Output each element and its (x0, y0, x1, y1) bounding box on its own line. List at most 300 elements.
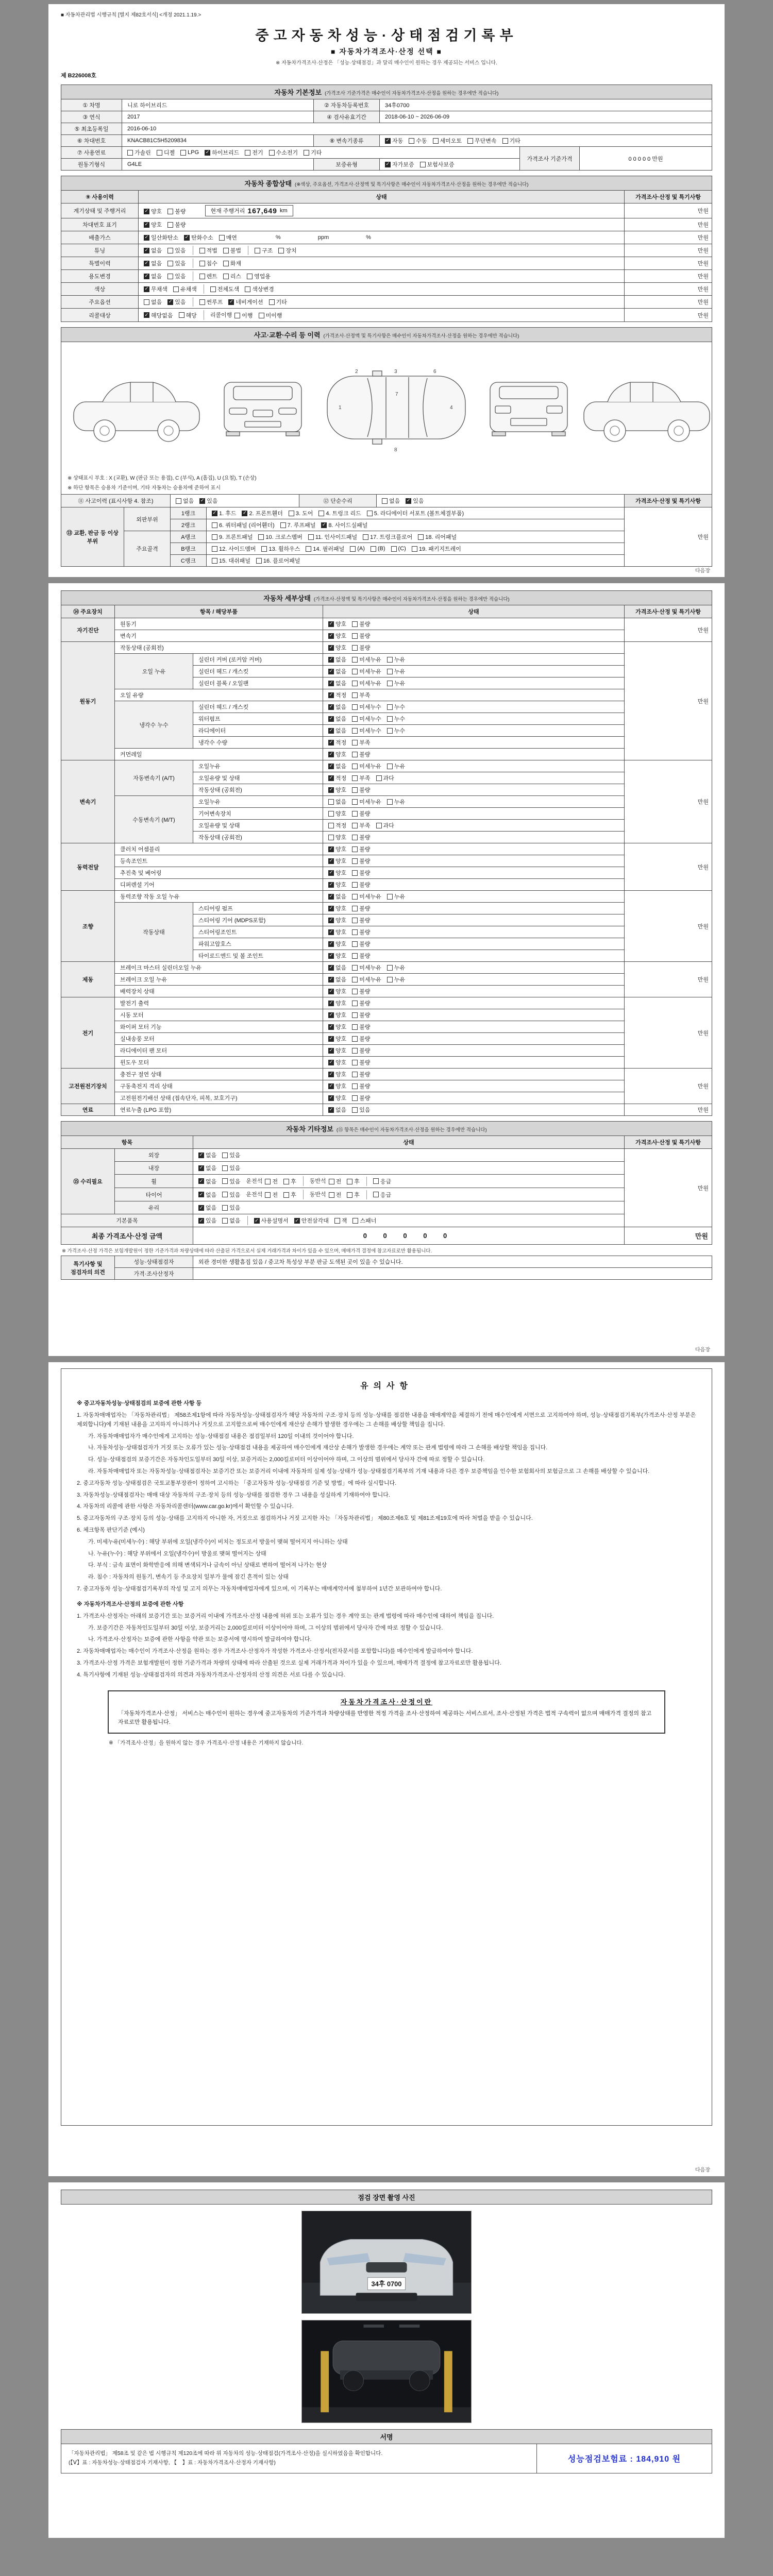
checkbox-unchecked-icon (367, 511, 373, 516)
checkbox-unchecked-icon (352, 918, 358, 923)
base-price-label: 가격조사 기준가격 (520, 147, 580, 171)
warranty-options (380, 159, 520, 171)
usage-item-label: 차대번호 표기 (61, 218, 139, 231)
status-checks (193, 1214, 625, 1227)
document-subtitle-note: ※ 자동차가격조사·산정은 「성능·상태점검」과 달리 매수인이 원하는 경우 제공되는 서비스 입니다. (276, 60, 497, 66)
checkbox-checked-icon: ✓ (329, 976, 333, 982)
checkbox-checked-icon: ✓ (200, 498, 205, 504)
checkbox-unchecked-icon (387, 965, 393, 971)
checkbox-label: 양호 (335, 1024, 347, 1031)
checkbox-label: 누유 (394, 799, 406, 806)
checkbox-unchecked-icon (352, 1024, 358, 1030)
status-checks (193, 1162, 625, 1175)
final-price-table (61, 1227, 712, 1245)
checkbox-option (328, 892, 346, 901)
notice-line: 3. 가격조사·산정 가격은 보험개발원이 정한 기준가격과 차량의 상태에 따라 산출된 것으로 실제 거래가격과 차이가 있을 수 있으며, 매매가격 결정에 참고자료로만 활용됩니다. (77, 1659, 501, 1666)
subitem-label: 실린더 커버 (로커암 커버) (193, 654, 323, 666)
checkbox-option (219, 233, 237, 242)
checkbox-label: 전 (272, 1179, 278, 1185)
checkbox-option (328, 1070, 346, 1078)
checkbox-label: (B) (377, 546, 385, 552)
notice-line: 다. 성능·상태점검의 보증기간은 자동차인도일부터 30일 이상, 보증거리는 2,000킬로미터 이상이어야 하며, 그 이상의 범위에서 당사자 간에 따로 정할 수 있습니다. (88, 1456, 485, 1463)
checkbox-label: 전 (335, 1192, 342, 1199)
summary-table (61, 190, 712, 322)
checkbox-option (328, 880, 346, 889)
item-label: 고전원전기배선 상태 (접속단자, 피복, 보호기구) (115, 1092, 323, 1104)
checkbox-unchecked-icon (352, 740, 358, 745)
checkbox-option (352, 1023, 370, 1031)
status-checks (323, 867, 625, 879)
checkbox-option (334, 1216, 347, 1225)
checkbox-unchecked-icon (212, 534, 217, 540)
checkbox-unchecked-icon (352, 669, 358, 674)
checkbox-option (328, 798, 346, 806)
notice-line: 5. 중고자동차의 구조·장치 등의 성능·상태를 고지하지 아니한 자, 거짓으로 점검하거나 거짓 고지한 자는 「자동차관리법」 제80조제6호 및 제81조제19호에 따라 처벌을 받을 수 있습니다. (77, 1515, 533, 1522)
checkbox-checked-icon: ✓ (205, 149, 210, 156)
detail-row (61, 997, 712, 1009)
checkbox-option (255, 246, 273, 255)
checkbox-label: 불량 (175, 209, 186, 215)
checkbox-unchecked-icon (387, 716, 393, 722)
checkbox-option (176, 497, 194, 505)
checkbox-label: 해당 (186, 312, 197, 319)
checkbox-option (328, 774, 346, 782)
subitem-label: 작동상태 (공회전) (193, 784, 323, 796)
check-group (198, 1216, 246, 1225)
checkbox-option (222, 1177, 240, 1185)
checkbox-label: 해당없음 (151, 312, 173, 319)
rank-label: B랭크 (171, 543, 207, 555)
svg-text:2: 2 (355, 369, 358, 375)
checkbox-option (269, 298, 287, 306)
detail-row (61, 642, 712, 654)
notice-line: ※ 자동차가격조사·산정의 보증에 관한 사항 (77, 1601, 184, 1607)
summary-row (61, 218, 712, 231)
checkbox-option (228, 298, 263, 306)
rank-row (61, 507, 712, 519)
table-row (61, 135, 712, 147)
checkbox-label: 5. 라디에이터 서포트 (볼트체결부품) (374, 511, 464, 517)
item-label: 와이퍼 모터 기능 (115, 1021, 323, 1033)
checkbox-checked-icon: ✓ (329, 692, 333, 698)
checkbox-label: 스패너 (360, 1218, 377, 1225)
svg-text:3: 3 (394, 369, 397, 375)
notice-line: 4. 특기사항에 기재된 성능·상태점검자의 의견과 자동차가격조사·산정자의 산정 의견은 서로 다를 수 있습니다. (77, 1671, 345, 1678)
status-checks (323, 808, 625, 820)
price-cell: 만원 (625, 997, 712, 1069)
checkbox-unchecked-icon (280, 522, 286, 528)
checkbox-label: 미세누유 (359, 669, 381, 675)
checkbox-option (308, 533, 357, 541)
checkbox-option (144, 285, 167, 293)
checkbox-label: 전체도색 (217, 286, 240, 293)
checkbox-option (144, 246, 162, 255)
check-group (144, 246, 192, 255)
notice-line: 가. 미세누유(미세누수) : 해당 부위에 오일(냉각수)이 비치는 정도로서 방울이 맺혀 떨어지지 아니하는 상태 (88, 1538, 348, 1545)
checkbox-label: 없음 (151, 299, 162, 306)
status-checks (323, 1104, 625, 1116)
device-group-label: 원동기 (61, 642, 115, 760)
checkbox-option (352, 655, 381, 664)
price-cell: 만원 (625, 962, 712, 997)
status-checks (193, 1188, 625, 1201)
checkbox-unchecked-icon (467, 138, 473, 144)
status-checks (323, 725, 625, 737)
fuel-label: ⑦ 사용연료 (61, 147, 122, 159)
checkbox-option (352, 1035, 370, 1043)
notice-line: 가. 보증기간은 자동차인도일부터 30일 이상, 보증거리는 2,000킬로미터 이상이어야 하며, 그 이상의 범위에서 당사자 간에 따로 정할 수 있습니다. (88, 1624, 443, 1631)
check-group (144, 284, 203, 294)
checkbox-unchecked-icon (278, 248, 284, 253)
status-checks (323, 938, 625, 950)
state-code-legend-note: ※ 하단 항목은 승용차 기준이며, 기타 자동차는 승용차에 준하여 표시 (68, 485, 221, 492)
detail-row (61, 618, 712, 630)
detail-row (61, 855, 712, 867)
detail-state-table (61, 605, 712, 1116)
status-checks (323, 950, 625, 962)
usage-item-label: 리콜대상 (61, 309, 139, 322)
checkbox-checked-icon: ✓ (329, 1036, 333, 1042)
accident-history-options (171, 495, 299, 507)
checkbox-checked-icon: ✓ (199, 1152, 204, 1158)
checkbox-option (306, 545, 344, 553)
mileage-value: 167,649 (247, 207, 277, 215)
checkbox-unchecked-icon (167, 274, 173, 279)
definition-body: 「자동차가격조사·산정」 서비스는 매수인이 원하는 경우에 중고자동차의 기준가격과 차량상태를 반영한 적정 가격을 조사·산정하여 제공하는 서비스로서, 조사·산정된 가격은 법적 구속력이 없으며 매매가격 결정의 참고자료로만 활용됩니다. (118, 1710, 652, 1726)
section-sign-header: 서명 (61, 2429, 712, 2444)
etc-status-header: 상태 (193, 1136, 625, 1149)
checkbox-unchecked-icon (289, 511, 294, 516)
detail-row (61, 1033, 712, 1045)
engine-type-value: G4LE (122, 159, 314, 171)
checkbox-option (373, 1177, 391, 1185)
checkbox-option (328, 821, 346, 829)
notice-line: 3. 자동차성능·상태점검자는 매매 대상 자동차의 구조·장치 등의 성능·상태를 점검한 경우 그 내용을 성실하게 기재하여야 합니다. (77, 1492, 390, 1498)
checkbox-unchecked-icon (371, 546, 376, 552)
checkbox-option (259, 311, 282, 319)
checkbox-option (328, 833, 346, 841)
checkbox-label: 누유 (394, 965, 406, 972)
checkbox-option (352, 1046, 370, 1055)
check-group (198, 1190, 246, 1199)
checkbox-option (328, 667, 346, 675)
status-checks (323, 796, 625, 808)
status-checks (323, 689, 625, 701)
checkbox-option (406, 497, 424, 505)
checkbox-label: 없음 (335, 894, 347, 901)
checkbox-unchecked-icon (352, 1218, 358, 1224)
checkbox-label: 10. 크로스멤버 (265, 534, 303, 541)
checkbox-option (184, 233, 213, 242)
status-checks (323, 618, 625, 630)
price-cell: 만원 (625, 1104, 712, 1116)
checkbox-label: 누수 (394, 704, 406, 711)
device-header: ⑭ 주요장치 (61, 605, 115, 618)
checkbox-label: 양호 (335, 787, 347, 794)
checkbox-checked-icon: ✓ (199, 1191, 204, 1197)
status-checks (323, 1057, 625, 1069)
checkbox-option (198, 1164, 216, 1172)
checkbox-checked-icon: ✓ (295, 1217, 299, 1224)
checkbox-label: 없음 (335, 1107, 347, 1114)
checkbox-label: 과다 (383, 823, 394, 829)
car-inspection-diagram (66, 346, 717, 469)
check-group-title: 리콜이행 (210, 312, 232, 318)
checkbox-checked-icon: ✓ (329, 656, 333, 663)
checkbox-option (502, 137, 520, 145)
unit-label: ppm (317, 234, 329, 241)
checkbox-option (328, 643, 346, 652)
checkbox-option (254, 1216, 289, 1225)
status-checks (323, 855, 625, 867)
checkbox-option (467, 137, 497, 145)
status-checks (139, 296, 625, 309)
check-group (246, 1176, 302, 1186)
checkbox-unchecked-icon (328, 811, 334, 817)
status-checks (323, 677, 625, 689)
checkbox-checked-icon: ✓ (329, 1024, 333, 1030)
checkbox-option (212, 533, 253, 541)
checkbox-unchecked-icon (167, 222, 173, 228)
checkbox-label: 있음 (207, 498, 218, 505)
outer-panel-label: 외판부위 (124, 507, 171, 531)
checkbox-option (352, 1011, 370, 1019)
checkbox-label: 불량 (359, 621, 371, 628)
checkbox-option (328, 869, 346, 877)
checkbox-unchecked-icon (199, 248, 205, 253)
checkbox-label: 누유 (394, 669, 406, 675)
check-group (204, 310, 288, 320)
checkbox-checked-icon: ✓ (329, 964, 333, 971)
detail-row (61, 630, 712, 642)
check-group-title: 운전석 (246, 1192, 263, 1198)
checkbox-unchecked-icon (412, 546, 417, 552)
checkbox-unchecked-icon (247, 274, 253, 279)
checkbox-unchecked-icon (199, 261, 205, 266)
checkbox-label: 잭 (341, 1218, 347, 1225)
notice-line: 라. 침수 : 자동차의 원동기, 변속기 등 주요장치 일부가 물에 잠긴 흔적이 있는 상태 (88, 1574, 289, 1581)
checkbox-unchecked-icon (261, 546, 267, 552)
section-photos-header: 점검 장면 촬영 사진 (61, 2190, 712, 2205)
checkbox-option (329, 1191, 342, 1199)
detail-row (61, 879, 712, 891)
table-header-row (61, 1136, 712, 1149)
checkbox-unchecked-icon (212, 558, 217, 564)
checkbox-unchecked-icon (352, 704, 358, 710)
item-label: 디퍼렌셜 기어 (115, 879, 323, 891)
checkbox-option (328, 857, 346, 865)
status-checks (323, 997, 625, 1009)
checkbox-option (198, 1151, 216, 1159)
checkbox-option (352, 1216, 376, 1225)
checkbox-option (352, 809, 370, 818)
table-row (61, 111, 712, 123)
status-checks (139, 309, 625, 322)
checkbox-label: 있음 (229, 1165, 241, 1172)
check-group (193, 246, 247, 255)
detail-row (61, 1104, 712, 1116)
status-checks (323, 713, 625, 725)
checkbox-option (157, 148, 175, 157)
checkbox-label: 구조 (262, 248, 273, 254)
signature-line-1: 「자동차관리법」 제58조 및 같은 법 시행규칙 제120조에 따라 위 자동차의 성능·상태점검(가격조사·산정)을 실시하였음을 확인합니다. (69, 2450, 383, 2457)
checkbox-label: 없음 (335, 704, 347, 711)
device-group-label: 조향 (61, 891, 115, 962)
simple-repair-label: ⑫ 단순수리 (299, 495, 377, 507)
checkbox-unchecked-icon (352, 1107, 358, 1113)
notice-line: 2. 자동차매매업자는 매수인이 가격조사·산정을 원하는 경우 가격조사·산정자가 작성한 가격조사·산정서(전자문서를 포함합니다)를 매수인에게 발급하여야 합니다. (77, 1648, 473, 1655)
item-label: 오일 유량 (115, 689, 323, 701)
checkbox-checked-icon: ✓ (329, 870, 333, 876)
status-checks (323, 903, 625, 914)
checkbox-label: 양호 (151, 222, 162, 228)
checkbox-option (352, 952, 370, 960)
checkbox-label: 부족 (359, 740, 371, 747)
checkbox-checked-icon: ✓ (329, 621, 333, 627)
detail-row (61, 891, 712, 903)
checkbox-checked-icon: ✓ (329, 941, 333, 947)
subitem-label: 작동상태 (공회전) (193, 832, 323, 843)
checkbox-option (289, 509, 313, 517)
checkbox-label: 불량 (359, 846, 371, 853)
checkbox-label: 없음 (335, 716, 347, 723)
checkbox-label: 양호 (335, 1072, 347, 1078)
checkbox-option (198, 1216, 216, 1225)
car-name-label: ① 차명 (61, 99, 122, 111)
detail-row (61, 974, 712, 986)
notice-box (61, 1368, 712, 2126)
etc-row (61, 1175, 712, 1188)
checkbox-option (352, 786, 370, 794)
checkbox-unchecked-icon (352, 1083, 358, 1089)
checkbox-option (167, 298, 186, 306)
svg-text:1: 1 (339, 405, 342, 411)
checkbox-label: 기타 (276, 299, 287, 306)
checkbox-label: 미세누유 (359, 965, 381, 972)
checkbox-label: 없음 (206, 1178, 217, 1185)
price-cell: 만원 (625, 843, 712, 891)
status-header: 상태 (323, 605, 625, 618)
checkbox-unchecked-icon (334, 1218, 340, 1224)
checkbox-label: 6. 쿼터패널 (리어휀더) (219, 522, 275, 529)
checkbox-label: 3. 도어 (295, 511, 313, 517)
checkbox-label: 미세누유 (359, 799, 381, 806)
checkbox-option (387, 892, 405, 901)
rank-items (207, 543, 625, 555)
summary-row (61, 270, 712, 283)
inspection-photo-underbody (301, 2320, 472, 2423)
checkbox-checked-icon: ✓ (329, 882, 333, 888)
checkbox-option (212, 556, 250, 565)
status-checks (323, 926, 625, 938)
checkbox-label: 과다 (383, 775, 394, 782)
page-2 (48, 583, 725, 1356)
check-group (303, 1190, 365, 1199)
checkbox-unchecked-icon (352, 858, 358, 864)
subitem-label: 파워고압호스 (193, 938, 323, 950)
checkbox-option (222, 1204, 240, 1212)
checkbox-label: 있음 (175, 261, 186, 267)
checkbox-checked-icon: ✓ (243, 510, 247, 516)
accident-history-label: ⑪ 사고이력 (표시사항 4. 참조) (61, 495, 171, 507)
checkbox-label: 없음 (335, 799, 347, 806)
checkbox-option (328, 726, 346, 735)
checkbox-label: 양호 (335, 1001, 347, 1007)
checkbox-option (212, 521, 275, 529)
checkbox-label: 있음 (413, 498, 424, 505)
checkbox-unchecked-icon (265, 1179, 271, 1184)
checkbox-label: 양호 (335, 989, 347, 995)
checkbox-label: 14. 필러패널 (313, 546, 345, 553)
item-label: 브레이크 오일 누유 (115, 974, 323, 986)
subitem-label: 냉각수 수량 (193, 737, 323, 749)
checkbox-label: 네비게이션 (236, 299, 263, 306)
checkbox-label: 침수 (206, 261, 217, 267)
check-group (193, 272, 276, 281)
checkbox-unchecked-icon (318, 511, 324, 516)
main-frame-label: 주요골격 (124, 531, 171, 567)
checkbox-label: 4. 트렁크 리드 (326, 511, 361, 517)
detail-row (61, 701, 712, 713)
checkbox-checked-icon: ✓ (199, 1205, 204, 1211)
checkbox-option (328, 1082, 346, 1090)
checkbox-option (352, 1070, 370, 1078)
status-checks (139, 218, 625, 231)
year-value: 2017 (122, 111, 314, 123)
checkbox-option (212, 509, 236, 517)
checkbox-label: 수소전기 (276, 150, 298, 156)
status-checks (323, 914, 625, 926)
item-group-label: 오일 누유 (115, 654, 193, 689)
checkbox-label: (A) (357, 546, 365, 552)
checkbox-unchecked-icon (352, 846, 358, 852)
checkbox-unchecked-icon (234, 313, 240, 318)
etc-item-label: 타이어 (115, 1188, 193, 1201)
device-group-label: 자기진단 (61, 618, 115, 642)
checkbox-label: 후 (291, 1192, 296, 1199)
status-checks (139, 231, 625, 244)
checkbox-unchecked-icon (223, 248, 229, 253)
usage-history-header: ⑨ 사용이력 (61, 191, 139, 204)
checkbox-option (167, 272, 186, 280)
check-group (366, 1190, 397, 1199)
checkbox-label: 미세누유 (359, 657, 381, 664)
checkbox-option (352, 667, 381, 675)
checkbox-option (328, 904, 346, 912)
table-header-row (61, 191, 712, 204)
checkbox-label: 18. 리어패널 (425, 534, 457, 541)
unit-label: % (366, 234, 371, 241)
notice-title: 유의사항 (360, 1382, 413, 1391)
checkbox-checked-icon: ✓ (329, 917, 333, 923)
checkbox-unchecked-icon (352, 1048, 358, 1054)
checkbox-unchecked-icon (352, 870, 358, 876)
checkbox-unchecked-icon (502, 138, 508, 144)
checkbox-checked-icon: ✓ (144, 222, 149, 228)
checkbox-checked-icon: ✓ (329, 846, 333, 852)
final-price-unit: 만원 (625, 1227, 712, 1245)
checkbox-option (256, 556, 300, 565)
check-group (198, 1163, 246, 1173)
checkbox-checked-icon: ✓ (199, 1217, 204, 1224)
checkbox-unchecked-icon (308, 534, 314, 540)
remarks-header-label: 특기사항 및 점검자의 의견 (61, 1256, 115, 1280)
checkbox-unchecked-icon (222, 1153, 228, 1158)
checkbox-unchecked-icon (222, 1165, 228, 1171)
checkbox-unchecked-icon (387, 657, 393, 663)
checkbox-checked-icon: ✓ (184, 234, 189, 241)
checkbox-option (328, 786, 346, 794)
